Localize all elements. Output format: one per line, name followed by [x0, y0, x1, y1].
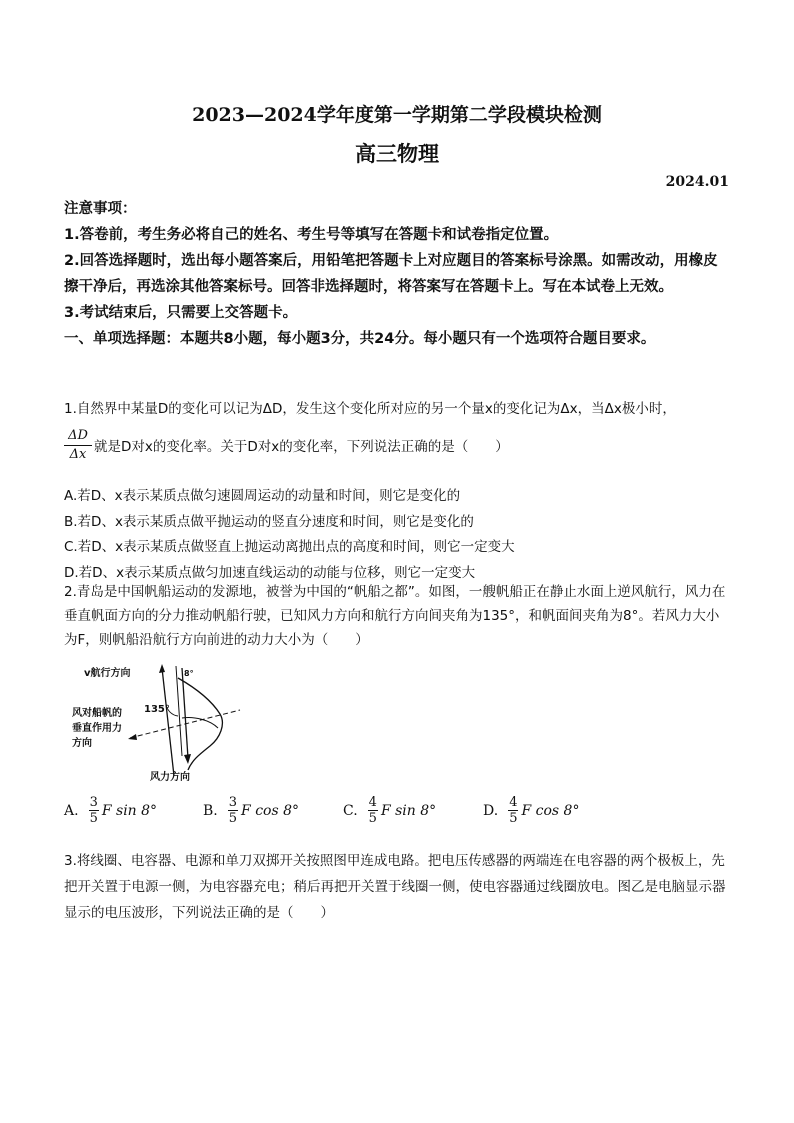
- velocity-label: v航行方向: [84, 668, 131, 679]
- option-c: C.若D、x表示某质点做竖直上抛运动离抛出点的高度和时间，则它一定变大: [64, 539, 515, 555]
- fraction-numerator: ΔD: [64, 427, 92, 446]
- perpendicular-force-label-1: 风对船帆的: [72, 708, 122, 719]
- q2-option-a-numerator: 3: [89, 795, 98, 810]
- notes-item-2: 2.回答选择题时，选出每小题答案后，用铅笔把答题卡上对应题目的答案标号涂黑。如需改动，用橡皮擦干净后，再选涂其他答案标号。回答非选择题时，将答案写在答题卡上。写在本试卷上无效。: [64, 253, 718, 295]
- question-1-options: [64, 484, 730, 586]
- angle-8-label: 8°: [184, 669, 194, 678]
- q2-option-d-denominator: 5: [509, 811, 518, 826]
- sail-inner-curve: [182, 717, 218, 728]
- fraction-delta-d-over-delta-x: [64, 427, 92, 463]
- q2-option-c-denominator: 5: [368, 811, 377, 826]
- q2-option-b-label: B.: [203, 802, 218, 819]
- notes-section: [64, 196, 730, 352]
- q2-option-a-fraction: [89, 795, 99, 826]
- exam-subject: 高三物理: [355, 141, 439, 166]
- q2-option-c-numerator: 4: [368, 795, 377, 810]
- perpendicular-arrowhead-icon: [128, 734, 137, 740]
- q2-option-c-fraction: [368, 795, 378, 826]
- notes-item-3: 3.考试结束后，只需要上交答题卡。: [64, 305, 298, 321]
- question-2: [64, 580, 730, 652]
- q2-option-d-label: D.: [483, 802, 499, 819]
- question-1-stem-continued: 就是D对x的变化率。关于D对x的变化率，下列说法正确的是（ ）: [94, 439, 509, 455]
- q2-option-a-expr: F sin 8°: [101, 802, 158, 819]
- q2-option-a-denominator: 5: [89, 811, 98, 826]
- question-1-fraction-line: [64, 423, 730, 469]
- option-a: A.若D、x表示某质点做匀速圆周运动的动量和时间，则它是变化的: [64, 488, 461, 504]
- wind-label: 风力方向: [150, 772, 190, 783]
- question-3: [64, 848, 730, 926]
- exam-title: 2023—2024学年度第一学期第二学段模块检测: [192, 104, 602, 126]
- q2-option-c-expr: F sin 8°: [380, 802, 437, 819]
- q2-option-c: [343, 795, 436, 826]
- wind-arrowhead-icon: [184, 754, 191, 764]
- perpendicular-force-label-2: 垂直作用力: [72, 723, 122, 734]
- exam-date: 2024.01: [665, 174, 729, 190]
- question-3-stem: 3.将线圈、电容器、电源和单刀双掷开关按照图甲连成电路。把电压传感器的两端连在电容器的两个极板上，先把开关置于电源一侧，为电容器充电；稍后再把开关置于线圈一侧，使电容器通过线圈放电。图乙是电脑显示器显示的电压波形，下列说法正确的是（ ）: [64, 853, 726, 921]
- section-heading: 一、单项选择题：本题共8小题，每小题3分，共24分。每小题只有一个选项符合题目要求。: [64, 331, 656, 347]
- q2-option-d-numerator: 4: [509, 795, 518, 810]
- notes-item-1: 1.答卷前，考生务必将自己的姓名、考生号等填写在答题卡和试卷指定位置。: [64, 227, 559, 243]
- question-1: [64, 397, 730, 469]
- q2-option-a: [64, 795, 157, 826]
- q2-option-b-fraction: [228, 795, 238, 826]
- perpendicular-force-label-3: 方向: [72, 738, 92, 749]
- q2-option-b: [203, 795, 299, 826]
- angle-135-label: 135°: [144, 704, 170, 715]
- option-b: B.若D、x表示某质点做平抛运动的竖直分速度和时间，则它是变化的: [64, 513, 474, 530]
- q2-option-b-denominator: 5: [228, 811, 238, 826]
- fraction-denominator: Δx: [69, 447, 87, 462]
- q2-option-a-label: A.: [64, 802, 79, 819]
- question-1-stem: 1.自然界中某量D的变化可以记为ΔD，发生这个变化所对应的另一个量x的变化记为Δx，当Δx极小时，: [64, 401, 676, 417]
- sailboat-force-diagram: [70, 658, 250, 786]
- velocity-direction-line: [162, 668, 174, 776]
- velocity-arrowhead-icon: [159, 664, 165, 673]
- q2-option-d-expr: F cos 8°: [521, 802, 580, 819]
- q2-option-c-label: C.: [343, 802, 358, 819]
- notes-heading: 注意事项：: [64, 201, 137, 217]
- q2-option-b-numerator: 3: [228, 795, 238, 810]
- question-2-stem: 2.青岛是中国帆船运动的发源地，被誉为中国的“帆船之都”。如图，一艘帆船正在静止水面上逆风航行，风力在垂直帆面方向的分力推动帆船行驶，已知风力方向和航行方向间夹角为135°，和帆面间夹角为8°。若风力大小为F，则帆船沿航行方向前进的动力大小为（ ）: [64, 584, 726, 648]
- q2-option-d-fraction: [508, 795, 518, 826]
- question-2-options: [64, 795, 730, 835]
- option-d: D.若D、x表示某质点做匀加速直线运动的动能与位移，则它一定变大: [64, 564, 476, 581]
- q2-option-d: [483, 795, 579, 826]
- q2-option-b-expr: F cos 8°: [241, 802, 300, 819]
